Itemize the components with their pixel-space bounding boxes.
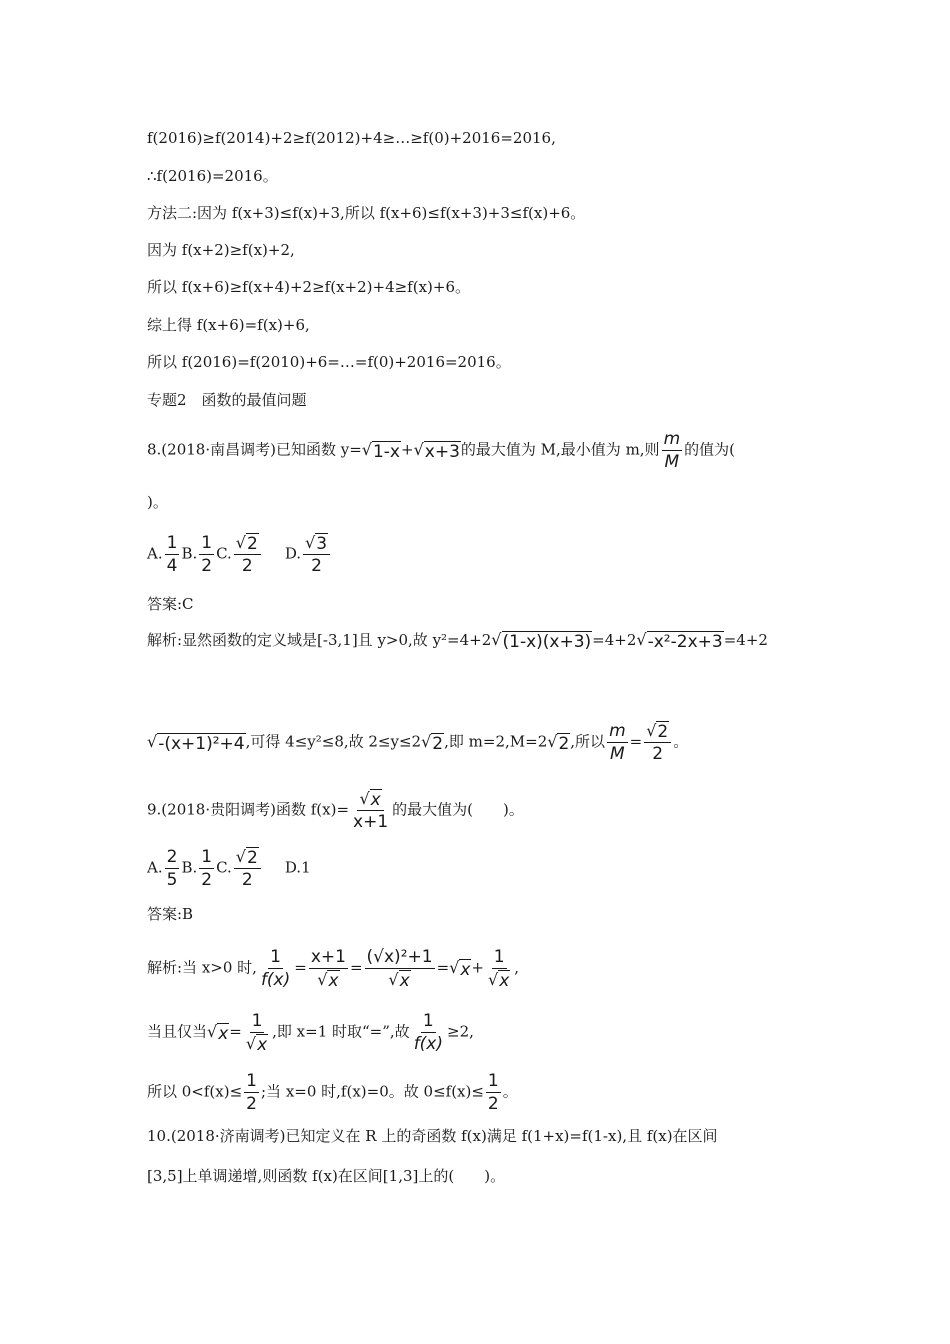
text: =4+2	[723, 631, 768, 649]
question-10-line-2: [3,5]上单调递增,则函数 f(x)在区间[1,3]上的( )。	[147, 1167, 506, 1185]
fraction: $\frac{1}{2}$	[201, 533, 213, 576]
fraction: $\frac{1}{2}$	[201, 847, 213, 890]
solution-8-line-2	[147, 720, 688, 765]
text-line: 方法二:因为 f(x+3)≤f(x)+3,所以 f(x+6)≤f(x+3)+3≤f(x)+6。	[147, 204, 586, 222]
radical: √ 2	[421, 731, 444, 754]
text: ;当 x=0 时,f(x)=0。故 0≤f(x)≤	[261, 1082, 484, 1101]
radical: √ -(x+1)²+4	[147, 731, 245, 754]
option-label: D.1	[284, 858, 311, 877]
radical: √ 2	[547, 731, 570, 754]
text: ,可得 4≤y²≤8,故 2≤y≤2	[245, 732, 422, 751]
radical: √ x	[207, 1021, 229, 1044]
option-label: C.	[216, 544, 232, 563]
option-label: B.	[181, 544, 198, 563]
text: 8.(2018·南昌调考)已知函数 y=	[147, 440, 362, 459]
fraction: $\frac{2}{5}$	[166, 847, 178, 890]
question-8-stem	[147, 428, 735, 473]
text: 的值为(	[684, 440, 735, 459]
solution-9-line-1: 解析:当 x>0 时, $\frac{1}{f(x)}$ = x+1 √ x = (√x)²+1 √ x = √ x + 1 √ x ,	[147, 947, 520, 991]
text: 。	[673, 732, 689, 751]
question-8-stem-end: )。	[147, 493, 168, 511]
radical: √ -x²-2x+3	[636, 630, 723, 652]
option-label: A.	[147, 544, 163, 563]
option-label: A.	[147, 858, 163, 877]
option-label: B.	[181, 858, 198, 877]
solution-8-line-1	[147, 628, 768, 652]
fraction: √ 2 2	[234, 846, 261, 891]
radical: √ x+3	[413, 439, 460, 462]
fraction: (√x)²+1 √ x	[366, 947, 433, 991]
section-heading: 专题2 函数的最值问题	[147, 391, 307, 409]
text-line: 因为 f(x+2)≥f(x)+2,	[147, 241, 295, 259]
text-line: ∴f(2016)=2016。	[147, 167, 278, 185]
text: 。	[502, 1082, 518, 1101]
fraction: $\frac{1}{2}$	[487, 1071, 499, 1114]
text: 解析:当 x>0 时,	[147, 958, 257, 977]
fraction: x+1 √ x	[310, 947, 346, 991]
radicand: x+3	[424, 441, 460, 462]
fraction: $\frac{m}{M}$	[663, 429, 681, 472]
fraction: $\frac{1}{2}$	[246, 1071, 257, 1114]
text: ≥2,	[447, 1022, 474, 1041]
fraction: 1 √ x	[488, 947, 510, 991]
text: =4+2	[592, 631, 637, 649]
fraction: √ 2 2	[234, 532, 261, 577]
fraction: $\frac{m}{M}$	[609, 721, 626, 764]
solution-9-line-3	[147, 1070, 518, 1115]
question-9-options	[147, 846, 311, 891]
answer-8: 答案:C	[147, 595, 194, 613]
text: ,所以	[570, 732, 606, 751]
fraction: $\frac{1}{4}$	[166, 533, 178, 576]
text: 的最大值为 M,最小值为 m,则	[460, 440, 660, 459]
text-line: 所以 f(2016)=f(2010)+6=…=f(0)+2016=2016。	[147, 353, 511, 371]
text: 的最大值为( )。	[392, 800, 524, 819]
text-line: 所以 f(x+6)≥f(x+4)+2≥f(x+2)+4≥f(x)+6。	[147, 278, 471, 296]
fraction: $\frac{1}{f(x)}$	[413, 1011, 443, 1054]
text-line: 综上得 f(x+6)=f(x)+6,	[147, 316, 310, 334]
option-label: D.	[284, 544, 302, 563]
text: +	[401, 440, 414, 459]
text: 所以 0<f(x)≤	[147, 1082, 243, 1101]
text: =	[629, 732, 643, 751]
text: 9.(2018·贵阳调考)函数 f(x)=	[147, 800, 350, 819]
question-10-line-1: 10.(2018·济南调考)已知定义在 R 上的奇函数 f(x)满足 f(1+x)=f(1-x),且 f(x)在区间	[147, 1127, 718, 1145]
question-9-stem	[147, 788, 524, 833]
text: 解析:显然函数的定义域是[-3,1]且 y>0,故 y²=4+2	[147, 631, 492, 649]
radicand: 1-x	[372, 441, 400, 462]
text: ,即 m=2,M=2	[444, 732, 548, 751]
answer-9: 答案:B	[147, 905, 194, 923]
text-line: f(2016)≥f(2014)+2≥f(2012)+4≥…≥f(0)+2016=2016,	[147, 129, 556, 147]
radical: √ x	[449, 957, 471, 980]
fraction: 1 √ x	[245, 1011, 268, 1055]
radical: √ 1-x	[361, 439, 400, 462]
solution-9-line-2: 当且仅当 √ x = 1 √ x ,即 x=1 时取“=”,故 $\frac{1}{f(x)}$ ≥2,	[147, 1011, 474, 1055]
fraction: √ 3 2	[303, 532, 330, 577]
question-8-options	[147, 532, 332, 577]
radical: √ (1-x)(x+3)	[491, 630, 592, 652]
text: ,即 x=1 时取“=”,故	[272, 1022, 410, 1041]
text: 当且仅当	[147, 1022, 208, 1041]
option-label: C.	[216, 858, 232, 877]
fraction: √ x x+1	[353, 789, 389, 832]
fraction: $\frac{1}{f(x)}$	[260, 947, 291, 990]
fraction: √ 2 2	[644, 720, 671, 765]
